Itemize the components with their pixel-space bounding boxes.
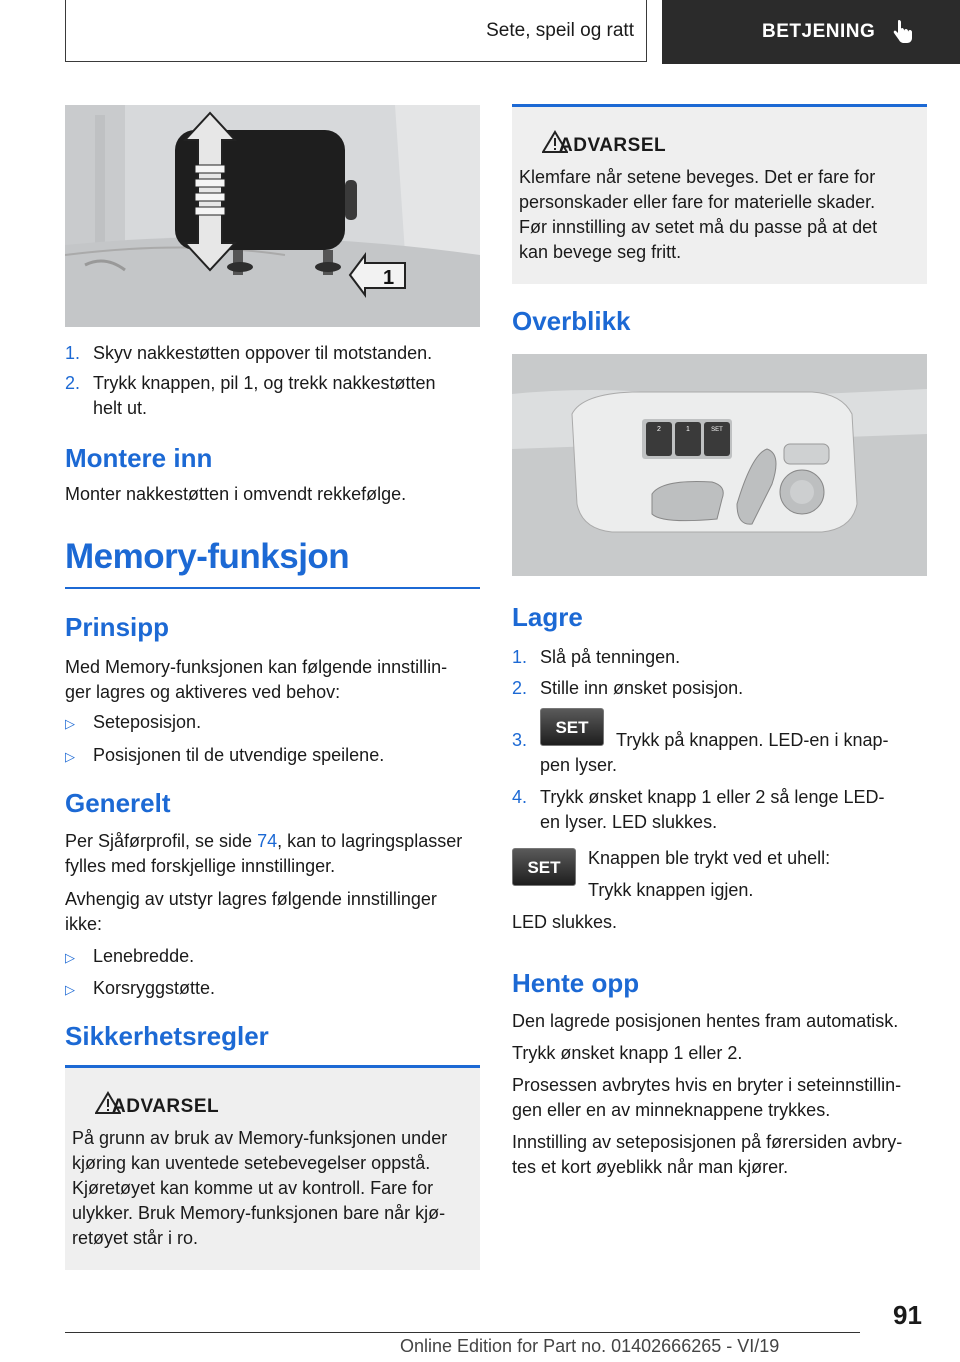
warning-text: Kjøretøyet kan komme ut av kontroll. Fare for [72,1178,434,1198]
lagre-step-3-number: 3. [512,730,528,750]
note-text: Trykk knappen igjen. [588,880,754,900]
warning-text: kjøring kan uventede setebevegelser oppstå. [72,1153,431,1173]
chapter-title: BETJENING [762,21,876,42]
hente-text-cont: gen eller en av minneknappene trykkes. [512,1100,831,1120]
generelt-text-2-cont: ikke: [65,914,103,934]
warning-text: På grunn av bruk av Memory-funksjonen under [72,1128,448,1148]
hente-text-cont: tes et kort øyeblikk når man kjører. [512,1157,789,1177]
step-number: 2. [65,373,81,393]
panel-button-label: 1 [686,426,690,433]
sikkerhet-heading: Sikkerhetsregler [65,1021,269,1051]
warning-text: retøyet står i ro. [72,1228,199,1248]
generelt-text-2: Avhengig av utstyr lagres følgende innstillinger [65,889,437,909]
lagre-step-4-cont: en lyser. LED slukkes. [540,812,718,832]
header-chapter-tab [662,0,960,64]
page-link[interactable]: 74 [257,831,278,851]
bullet-item: ▷ Lenebredde. [65,944,194,970]
warning-text: personskader eller fare for materielle skader. [519,192,876,212]
panel-button-label: SET [711,427,723,433]
panel-button-label: 2 [657,426,661,433]
lagre-step-3-text: Trykk på knappen. LED-en i knap- [616,730,889,750]
step-number: 1. [512,647,528,667]
warning-title: ADVARSEL [112,1096,220,1117]
lagre-step-1 [512,645,680,670]
hente-text: Den lagrede posisjonen hentes fram automatisk. [512,1011,899,1031]
step-text: Skyv nakkestøtten oppover til motstanden. [93,343,433,363]
step-number: 4. [512,787,528,807]
step-text: Trykk ønsket knapp 1 eller 2 så lenge LED- [540,787,885,807]
step-number: 1. [65,343,81,363]
warning-text: kan bevege seg fritt. [519,242,682,262]
bullet-item: ▷ Posisjonen til de utvendige speilene. [65,743,384,769]
triangle-bullet-icon: ▷ [65,716,75,731]
step-text: Stille inn ønsket posisjon. [540,678,744,698]
seat-controls-illustration [512,354,927,576]
lagre-step-4 [512,785,885,810]
lagre-heading: Lagre [512,602,583,632]
memory-heading: Memory-funksjon [65,537,350,576]
bullet-item: ▷ Seteposisjon. [65,710,201,736]
step-2 [65,371,436,396]
page-number: 91 [893,1300,922,1330]
generelt-text-cont: fylles med forskjellige innstillinger. [65,856,336,876]
triangle-bullet-icon: ▷ [65,950,75,965]
note-after: LED slukkes. [512,912,618,932]
warning-title: ADVARSEL [559,135,667,156]
prinsipp-text: Med Memory-funksjonen kan følgende innstillin- [65,657,448,677]
section-title: Sete, speil og ratt [486,19,634,41]
headrest-illustration [65,105,480,327]
prinsipp-text-cont: ger lagres og aktiveres ved behov: [65,682,341,702]
triangle-bullet-icon: ▷ [65,749,75,764]
prinsipp-heading: Prinsipp [65,612,170,642]
hand-pointer-icon [891,20,913,44]
lagre-step-3-text-cont: pen lyser. [540,755,618,775]
warning-text: Før innstilling av setet må du passe på at det [519,217,878,237]
warning-text: Klemfare når setene beveges. Det er fare for [519,167,876,187]
headrest-callout-label: 1 [383,267,395,289]
set-button-icon: SET [540,708,604,746]
triangle-bullet-icon: ▷ [65,982,75,997]
generelt-heading: Generelt [65,788,171,818]
overblikk-heading: Overblikk [512,306,631,336]
montere-heading: Montere inn [65,443,213,473]
heading-rule [65,587,480,589]
footer-rule [65,1332,860,1333]
hente-text: Trykk ønsket knapp 1 eller 2. [512,1043,743,1063]
warning-box [65,1065,480,1270]
bullet-item: ▷ Korsryggstøtte. [65,976,215,1002]
warning-box [512,104,927,284]
generelt-text: Per Sjåførprofil, se side 74, kan to lagringsplasser [65,831,463,851]
montere-text: Monter nakkestøtten i omvendt rekkefølge. [65,484,407,504]
lagre-step-2 [512,676,743,701]
step-1 [65,341,432,366]
note-text: Knappen ble trykt ved et uhell: [588,848,831,868]
warning-text: ulykker. Bruk Memory-funksjonen bare når kjø- [72,1203,446,1223]
hente-heading: Hente opp [512,968,640,998]
set-button-icon: SET [512,848,576,886]
hente-text: Prosessen avbrytes hvis en bryter i seteinnstillin- [512,1075,902,1095]
step-text-cont: helt ut. [93,398,148,418]
header-section-title [65,0,647,62]
step-text: Trykk knappen, pil 1, og trekk nakkestøtten [93,373,436,393]
hente-text: Innstilling av seteposisjonen på førersiden avbry- [512,1132,903,1152]
step-number: 2. [512,678,528,698]
step-text: Slå på tenningen. [540,647,681,667]
footer-text: Online Edition for Part no. 01402666265 - VI/19 [400,1336,780,1356]
